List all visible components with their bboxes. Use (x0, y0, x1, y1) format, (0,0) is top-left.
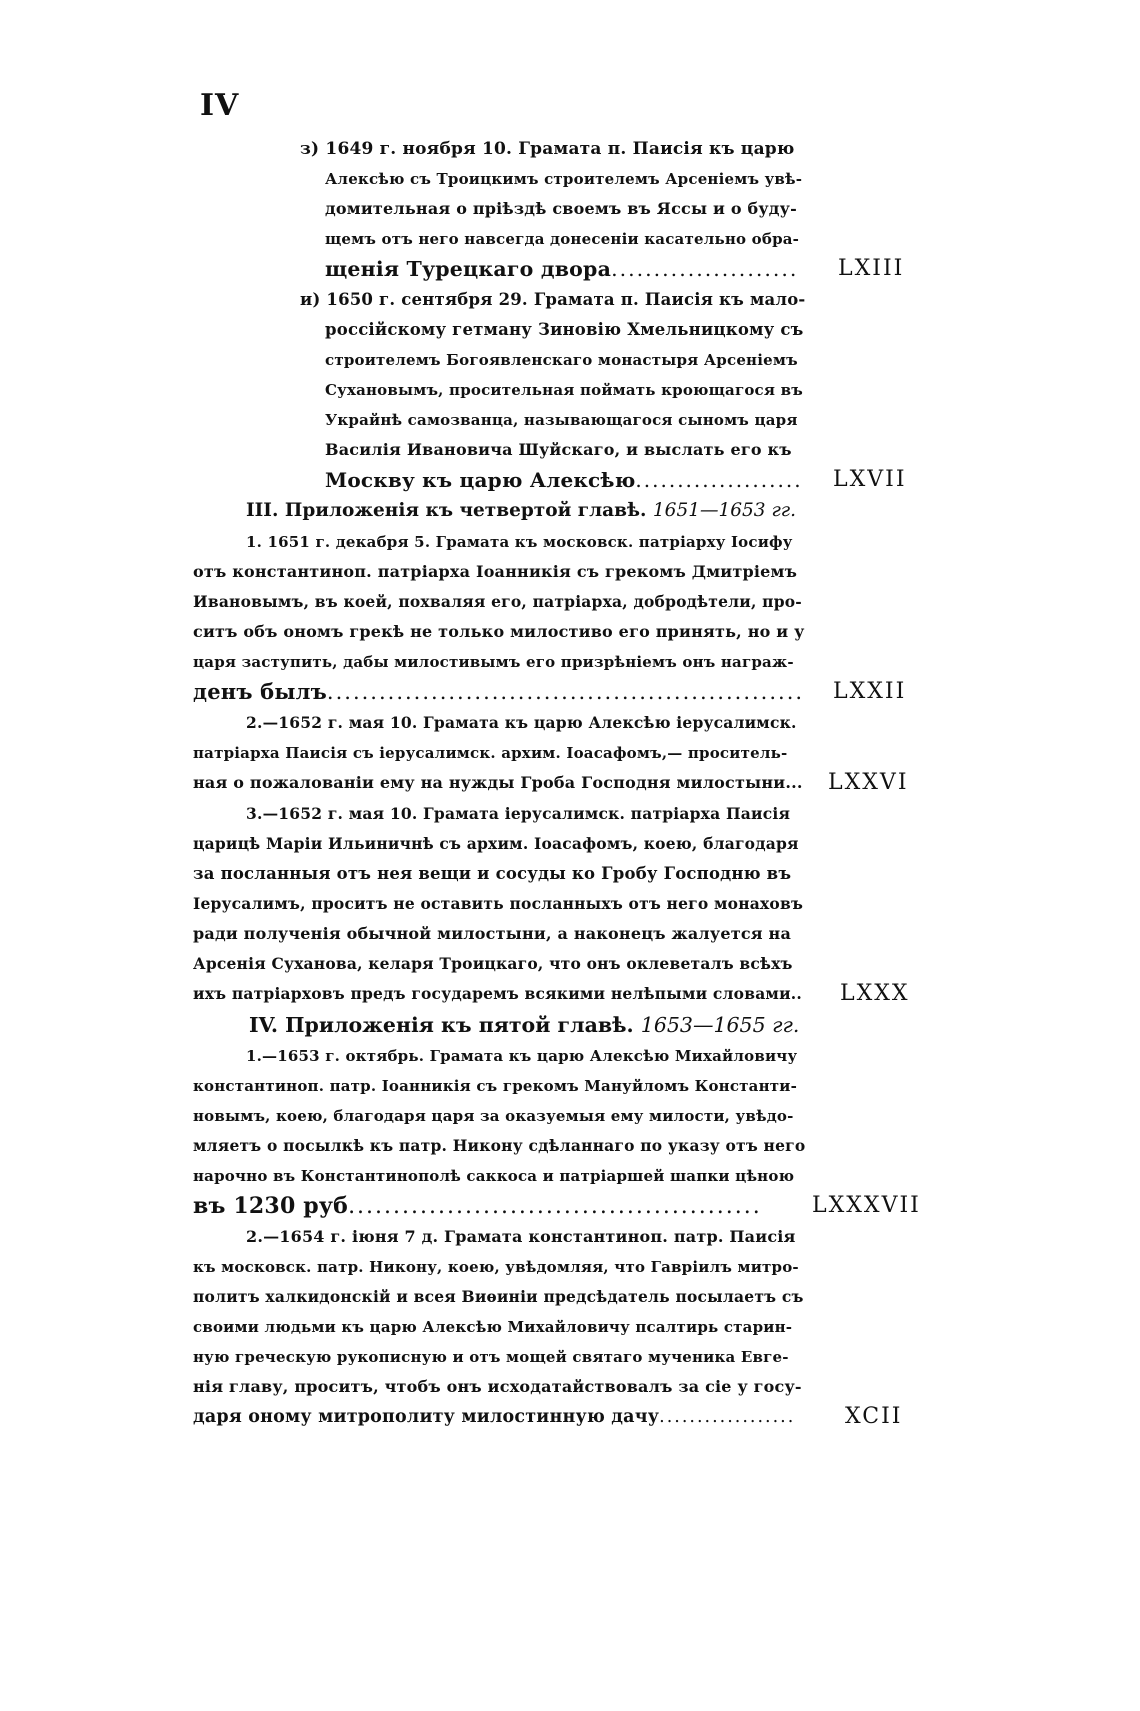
s4e1-page-ref: LXXXVII (812, 1193, 921, 1218)
item-i-page-ref: LXVII (833, 467, 907, 492)
item-i-line-7 (325, 465, 803, 495)
leader-dots: .................... (635, 468, 803, 492)
s4e2-line-2: къ московск. патр. Никону, коею, увѣдомляя, что Гавріилъ митро- (193, 1258, 799, 1276)
s3e1-line-3: Ивановымъ, въ коей, похваляя его, патріарха, добродѣтели, про- (193, 592, 802, 611)
item-i-line-3: строителемъ Богоявленскаго монастыря Арсеніемъ (325, 351, 798, 369)
s3e3-line-4: Іерусалимъ, проситъ не оставить посланныхъ отъ него монаховъ (193, 894, 804, 913)
s3e3-line-3: за посланныя отъ нея вещи и сосуды ко Гробу Господню въ (193, 864, 792, 883)
leader-dots: .............................................. (348, 1194, 762, 1219)
section-heading-4-years: 1653—1655 гг. (640, 1013, 800, 1037)
section-heading-3-years: 1651—1653 гг. (652, 500, 797, 521)
item-i-line-7-text: Москву къ царю Алексѣю (325, 468, 636, 492)
item-i-line-4: Сухановымъ, просительная поймать кроющагося въ (325, 381, 803, 399)
s4e2-line-1: 2.—1654 г. іюня 7 д. Грамата константиноп. патр. Паисія (246, 1227, 796, 1246)
s4e2-line-3: политъ халкидонскій и всея Виѳиніи предсѣдатель посылаетъ съ (193, 1287, 804, 1306)
s3e3-line-7: ихъ патріарховъ предъ государемъ всякими нелѣпыми словами.. (193, 984, 802, 1003)
item-i-line-5: Украйнѣ самозванца, называющагося сыномъ царя (325, 411, 798, 429)
s4e1-line-5: нарочно въ Константинополѣ саккоса и патріаршей шапки цѣною (193, 1167, 795, 1185)
s3e3-line-1: 3.—1652 г. мая 10. Грамата іерусалимск. патріарха Паисія (246, 804, 791, 823)
s4e2-line-7-text: даря оному митрополиту милостинную дачу (193, 1407, 660, 1427)
item-z-line-2: Алексѣю съ Троицкимъ строителемъ Арсеніемъ увѣ- (325, 170, 803, 188)
s4e2-line-7 (193, 1402, 795, 1432)
s4e1-line-6 (193, 1191, 762, 1222)
s4e1-line-2: константиноп. патр. Іоанникія съ грекомъ Мануйломъ Константи- (193, 1077, 798, 1095)
s3e3-page-ref: LXXX (840, 981, 910, 1006)
s3e2-line-3: ная о пожалованіи ему на нужды Гроба Господня милостыни... (193, 773, 803, 792)
item-i-line-1: и) 1650 г. сентября 29. Грамата п. Паисія къ мало- (300, 290, 806, 309)
item-z-line-1: з) 1649 г. ноября 10. Грамата п. Паисія къ царю (300, 139, 795, 159)
s4e1-line-1: 1.—1653 г. октябрь. Грамата къ царю Алексѣю Михайловичу (246, 1047, 798, 1065)
s3e2-page-ref: LXXVI (828, 770, 909, 795)
s3e3-line-6: Арсенія Суханова, келаря Троицкаго, что онъ оклеветалъ всѣхъ (193, 954, 793, 973)
item-z-page-ref: LXIII (838, 256, 905, 281)
section-heading-3 (246, 496, 796, 526)
section-heading-4-title: IV. Приложенія къ пятой главѣ. (249, 1013, 634, 1037)
s3e1-line-5: царя заступить, дабы милостивымъ его призрѣніемъ онъ награж- (193, 653, 794, 671)
s4e2-line-6: нія главу, проситъ, чтобъ онъ исходатайствовалъ за сіе у госу- (193, 1377, 802, 1396)
s3e1-line-2: отъ константиноп. патріарха Іоанникія съ грекомъ Дмитріемъ (193, 562, 798, 581)
s3e1-line-6 (193, 677, 804, 707)
item-z-line-5 (325, 254, 798, 284)
s4e2-line-4: своими людьми къ царю Алексѣю Михайловичу псалтирь старин- (193, 1318, 793, 1336)
s3e1-line-4: ситъ объ ономъ грекѣ не только милостиво его принять, но и у (193, 622, 805, 641)
item-z-line-3: домительная о пріѣздѣ своемъ въ Яссы и о буду- (325, 199, 797, 218)
s4e1-line-4: мляетъ о посылкѣ къ патр. Никону сдѣланнаго по указу отъ него (193, 1136, 806, 1155)
s3e3-line-2: царицѣ Маріи Ильиничнѣ съ архим. Іоасафомъ, коею, благодаря (193, 834, 799, 853)
s4e2-line-5: ную греческую рукописную и отъ мощей святаго мученика Евге- (193, 1348, 789, 1366)
item-i-line-6: Василія Ивановича Шуйскаго, и выслать его къ (325, 440, 792, 459)
s4e1-line-6-text: въ 1230 руб (193, 1193, 349, 1219)
s3e1-page-ref: LXXII (833, 679, 907, 704)
s4e2-page-ref: XCII (845, 1404, 903, 1429)
item-z-line-5-text: щенія Турецкаго двора (325, 257, 612, 281)
leader-dots: ...................... (611, 257, 799, 281)
page-number: IV (200, 88, 240, 123)
section-heading-4 (249, 1010, 799, 1040)
leader-dots: .................. (659, 1407, 796, 1427)
s3e3-line-5: ради полученія обычной милостыни, а наконецъ жалуется на (193, 924, 792, 943)
leader-dots: ....................................................... (326, 680, 805, 704)
s4e1-line-3: новымъ, коею, благодаря царя за оказуемыя ему милости, увѣдо- (193, 1107, 794, 1125)
section-heading-3-title: III. Приложенія къ четвертой главѣ. (246, 500, 647, 521)
s3e2-line-2: патріарха Паисія съ іерусалимск. архим. Іоасафомъ,— проситель- (193, 744, 788, 762)
item-z-line-4: щемъ отъ него навсегда донесеніи касательно обра- (325, 230, 800, 248)
item-i-line-2: россійскому гетману Зиновію Хмельницкому съ (325, 320, 804, 339)
s3e1-line-6-text: денъ былъ (193, 679, 327, 704)
s3e2-line-1: 2.—1652 г. мая 10. Грамата къ царю Алексѣю іерусалимск. (246, 713, 797, 732)
s3e1-line-1: 1. 1651 г. декабря 5. Грамата къ московск. патріарху Іосифу (246, 533, 793, 551)
